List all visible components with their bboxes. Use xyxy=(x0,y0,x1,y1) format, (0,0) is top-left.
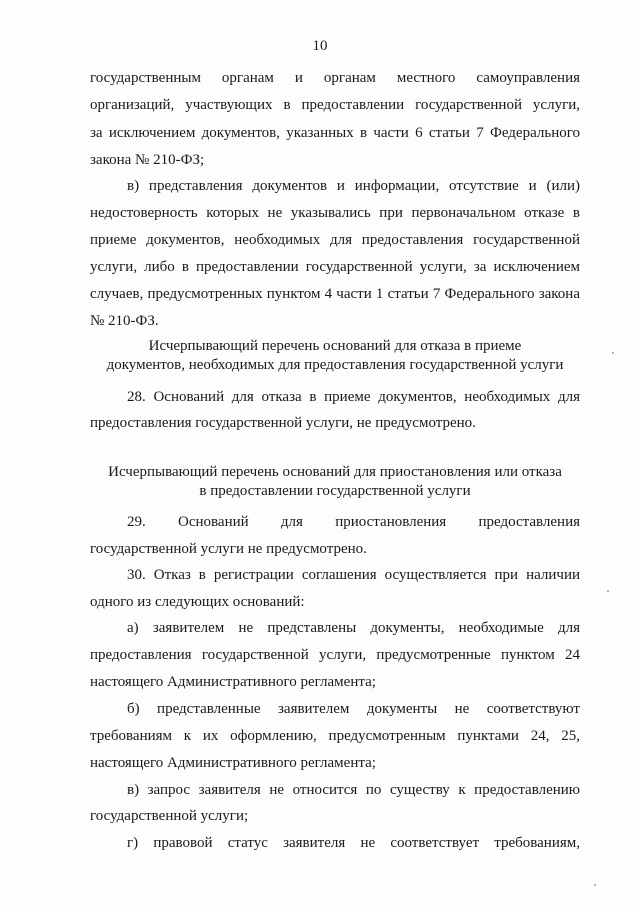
paragraph-line: г) правовой статус заявителя не соответствует требованиям, xyxy=(127,835,580,851)
paragraph-line: государственной услуги не предусмотрено. xyxy=(90,541,367,557)
paragraph-line: услуги, либо в предоставлении государственной услуги, за исключением xyxy=(90,259,580,275)
paragraph-line: одного из следующих оснований: xyxy=(90,594,305,610)
paragraph-line: организаций, участвующих в предоставлении государственной услуги, xyxy=(90,97,580,113)
paragraph-line: в) запрос заявителя не относится по существу к предоставлению xyxy=(127,782,580,798)
paragraph-line: за исключением документов, указанных в части 6 статьи 7 Федерального xyxy=(90,125,580,141)
paragraph-line: настоящего Административного регламента; xyxy=(90,755,376,771)
paragraph-line: приеме документов, необходимых для предоставления государственной xyxy=(90,232,580,248)
section-heading: Исчерпывающий перечень оснований для приостановления или отказа xyxy=(108,464,562,480)
paragraph-line: 29. Оснований для приостановления предоставления xyxy=(127,514,580,530)
paragraph-line: б) представленные заявителем документы не соответствуют xyxy=(127,701,580,717)
paragraph-line: закона № 210-ФЗ; xyxy=(90,152,205,168)
scan-speck xyxy=(607,590,609,592)
section-heading: Исчерпывающий перечень оснований для отказа в приеме xyxy=(148,338,522,354)
section-heading: в предоставлении государственной услуги xyxy=(199,483,471,499)
section-heading: документов, необходимых для предоставления государственной услуги xyxy=(106,357,564,373)
paragraph-line: № 210-ФЗ. xyxy=(90,313,159,329)
paragraph-line: в) представления документов и информации, отсутствие и (или) xyxy=(127,178,580,194)
paragraph-line: предоставления государственной услуги, предусмотренные пунктом 24 xyxy=(90,647,580,663)
paragraph-line: предоставления государственной услуги, не предусмотрено. xyxy=(90,415,476,431)
scan-speck xyxy=(594,884,596,886)
paragraph-line: а) заявителем не представлены документы, необходимые для xyxy=(127,620,580,636)
paragraph-line: требованиям к их оформлению, предусмотренным пунктами 24, 25, xyxy=(90,728,580,744)
paragraph-line: недостоверность которых не указывались при первоначальном отказе в xyxy=(90,205,580,221)
paragraph-line: 30. Отказ в регистрации соглашения осуществляется при наличии xyxy=(127,567,580,583)
paragraph-line: настоящего Административного регламента; xyxy=(90,674,376,690)
paragraph-line: случаев, предусмотренных пунктом 4 части 1 статьи 7 Федерального закона xyxy=(90,286,580,302)
page-number: 10 xyxy=(312,38,328,54)
paragraph-line: государственным органам и органам местного самоуправления xyxy=(90,70,580,86)
paragraph-line: 28. Оснований для отказа в приеме документов, необходимых для xyxy=(127,389,580,405)
paragraph-line: государственной услуги; xyxy=(90,808,249,824)
scan-speck xyxy=(612,352,614,354)
